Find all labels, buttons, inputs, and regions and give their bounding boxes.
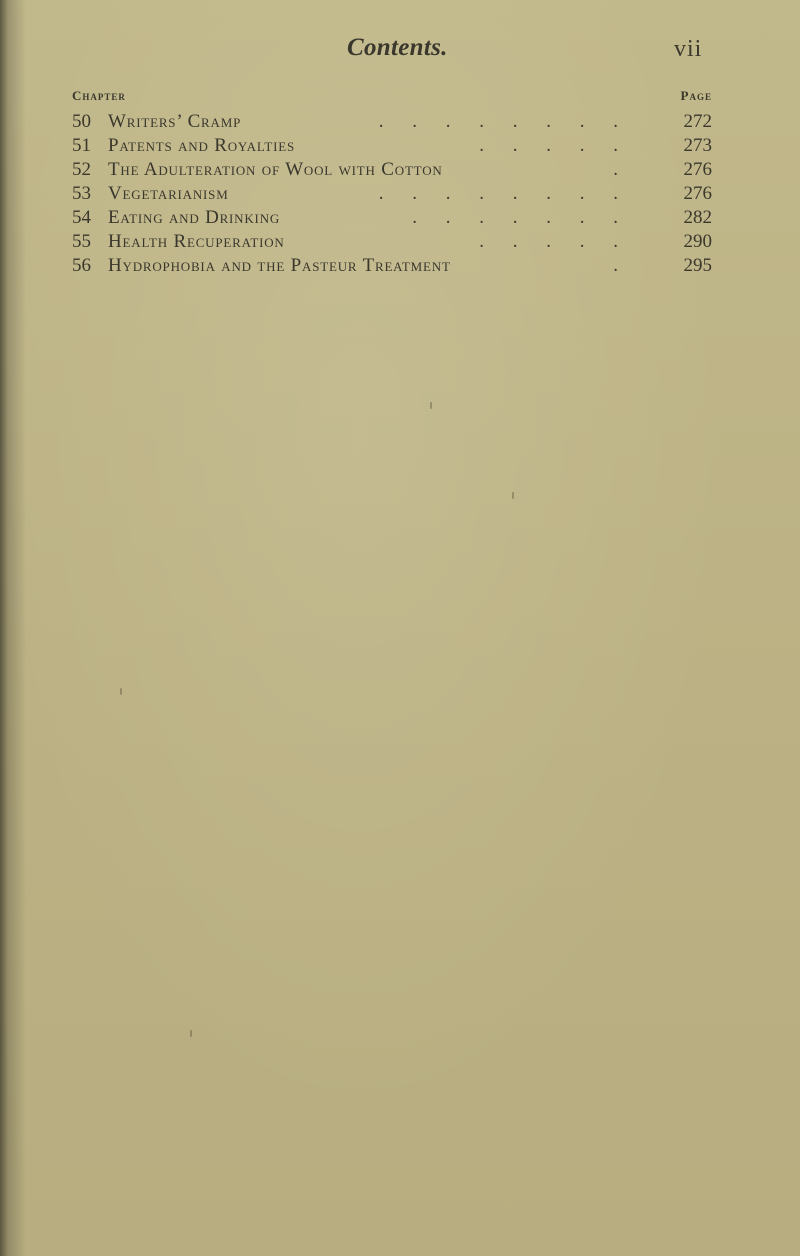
- chapter-number: 53: [72, 183, 91, 204]
- chapter-title: Vegetarianism: [108, 183, 229, 204]
- dot-leader: . . . . .: [479, 135, 630, 156]
- page-number: 273: [683, 135, 712, 156]
- page-number: 272: [683, 111, 712, 132]
- page-number: 282: [683, 207, 712, 228]
- toc-entry: [72, 230, 712, 254]
- dot-leader: . . . . . . . .: [378, 183, 630, 204]
- binding-shadow: [0, 0, 26, 1256]
- page-folio: vii: [674, 36, 703, 62]
- header-title: Contents.: [347, 34, 448, 61]
- dot-leader: . . . . . . . .: [378, 111, 630, 132]
- dot-leader: . . . . . . .: [412, 207, 630, 228]
- page-number: 276: [683, 183, 712, 204]
- page-number: 276: [683, 159, 712, 180]
- chapter-number: 51: [72, 135, 91, 156]
- page-number: 290: [683, 231, 712, 252]
- chapter-title: Eating and Drinking: [108, 207, 281, 228]
- chapter-number: 52: [72, 159, 91, 180]
- dot-leader: .: [613, 159, 630, 180]
- running-head: [0, 34, 800, 74]
- chapter-number: 56: [72, 255, 91, 276]
- toc-entry: [72, 158, 712, 182]
- dot-leader: .: [613, 255, 630, 276]
- paper-speck: [120, 688, 122, 695]
- page-column-header: Page: [680, 88, 712, 103]
- paper-speck: [190, 1030, 192, 1037]
- chapter-column-header: Chapter: [72, 88, 126, 103]
- chapter-title: The Adulteration of Wool with Cotton: [108, 159, 443, 180]
- chapter-title: Hydrophobia and the Pasteur Treatment: [108, 255, 451, 276]
- toc-entry: [72, 110, 712, 134]
- dot-leader: . . . . .: [479, 231, 630, 252]
- chapter-title: Health Recuperation: [108, 231, 285, 252]
- paper-speck: [430, 402, 432, 409]
- chapter-number: 55: [72, 231, 91, 252]
- toc-entry: [72, 182, 712, 206]
- chapter-number: 54: [72, 207, 91, 228]
- contents-table: [72, 88, 712, 278]
- column-headers: [72, 88, 712, 110]
- toc-entry: [72, 134, 712, 158]
- chapter-title: Patents and Royalties: [108, 135, 296, 156]
- toc-entry: [72, 254, 712, 278]
- page-number: 295: [683, 255, 712, 276]
- toc-entry: [72, 206, 712, 230]
- paper-speck: [512, 492, 514, 499]
- chapter-title: Writers’ Cramp: [108, 111, 242, 132]
- chapter-number: 50: [72, 111, 91, 132]
